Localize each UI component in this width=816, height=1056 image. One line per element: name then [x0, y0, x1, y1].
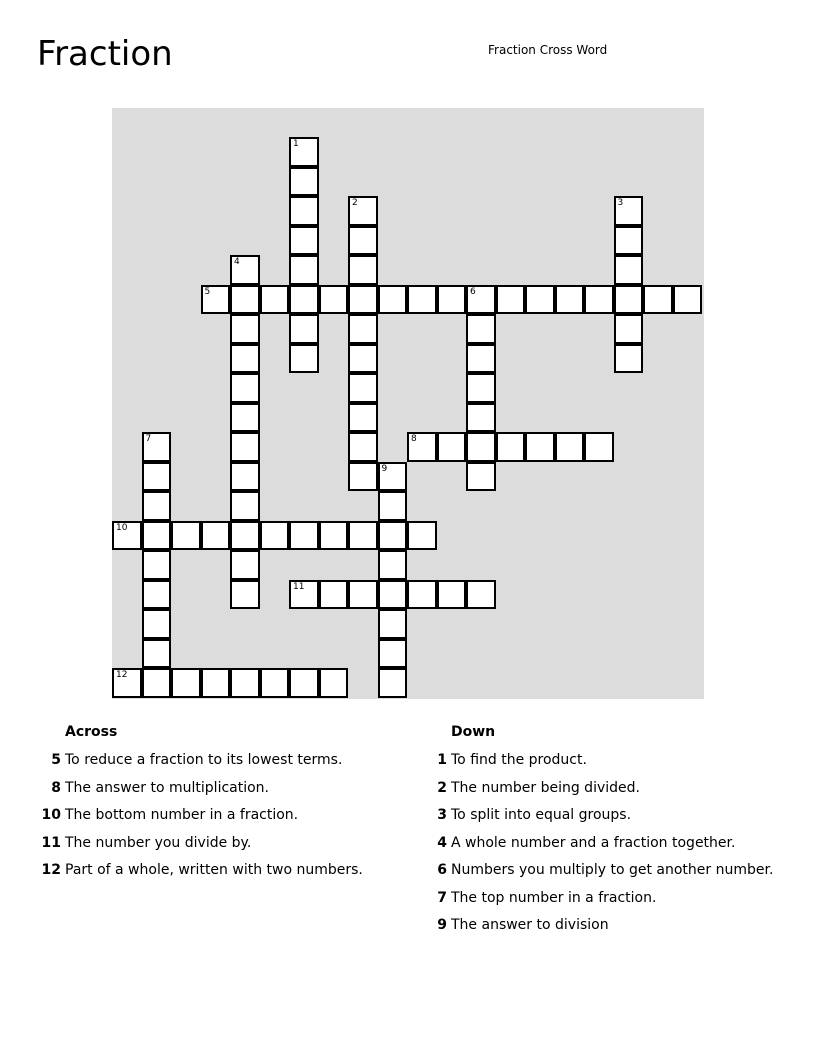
down-clues	[423, 724, 774, 945]
crossword-cell[interactable]	[230, 491, 260, 521]
clue-item-number: 6	[437, 862, 447, 878]
clue-item-text: A whole number and a fraction together.	[451, 834, 736, 851]
crossword-cell[interactable]	[348, 432, 378, 462]
across-clue-list	[37, 752, 363, 890]
clue-item-text: The bottom number in a fraction.	[65, 807, 299, 823]
crossword-cell[interactable]	[142, 432, 172, 462]
crossword-cell[interactable]	[230, 403, 260, 433]
crossword-cell[interactable]	[466, 403, 496, 433]
crossword-cell[interactable]	[260, 521, 290, 551]
crossword-cell[interactable]	[348, 285, 378, 315]
clue-item-text: To split into equal groups.	[451, 807, 632, 823]
crossword-cell[interactable]	[289, 255, 319, 285]
crossword-cell[interactable]	[230, 668, 260, 698]
clue-item-number: 7	[437, 889, 447, 906]
clue-number: 1	[293, 139, 299, 149]
clue-item-text: To reduce a fraction to its lowest terms.	[65, 752, 343, 768]
crossword-cell[interactable]	[496, 432, 526, 462]
clue-item	[423, 889, 657, 918]
crossword-cell[interactable]	[142, 609, 172, 639]
crossword-cell[interactable]	[348, 196, 378, 226]
crossword-cell[interactable]	[319, 521, 349, 551]
crossword-cell[interactable]	[230, 285, 260, 315]
crossword-cell[interactable]	[466, 285, 496, 315]
clue-item-number: 11	[41, 834, 61, 851]
clue-item	[423, 834, 736, 863]
crossword-cell[interactable]	[289, 580, 319, 610]
clue-number: 9	[381, 463, 388, 474]
crossword-cell[interactable]	[348, 580, 378, 610]
clue-item-number: 2	[437, 779, 447, 796]
clue-item-number: 5	[51, 752, 61, 768]
crossword-cell[interactable]	[378, 580, 408, 610]
crossword-cell[interactable]	[407, 285, 437, 315]
clue-item-text: The number being divided.	[451, 779, 640, 796]
crossword-cell[interactable]	[289, 668, 319, 698]
clue-item	[37, 834, 252, 863]
clue-number: 12	[116, 670, 128, 680]
crossword-cell[interactable]	[584, 285, 614, 315]
crossword-cell[interactable]	[525, 285, 555, 315]
crossword-cell[interactable]	[260, 285, 290, 315]
crossword-cell[interactable]	[230, 550, 260, 580]
clue-item-number: 12	[41, 862, 61, 878]
crossword-cell[interactable]	[378, 491, 408, 521]
clue-item-number: 3	[437, 807, 447, 823]
clue-item	[423, 752, 587, 780]
crossword-cell[interactable]	[466, 462, 496, 492]
down-clue-list	[423, 752, 774, 945]
crossword-cell[interactable]	[643, 285, 673, 315]
crossword-cell[interactable]	[407, 580, 437, 610]
crossword-cell[interactable]	[614, 255, 644, 285]
crossword-cell[interactable]	[142, 550, 172, 580]
crossword-cell[interactable]	[614, 314, 644, 344]
crossword-cell[interactable]	[378, 550, 408, 580]
crossword-cell[interactable]	[348, 462, 378, 492]
across-clues	[37, 724, 363, 890]
crossword-cell[interactable]	[673, 285, 703, 315]
crossword-cell[interactable]	[466, 580, 496, 610]
crossword-cell[interactable]	[319, 285, 349, 315]
crossword-cell[interactable]	[378, 521, 408, 551]
clue-item-number: 10	[41, 807, 61, 823]
clue-item-text: The answer to multiplication.	[65, 779, 269, 796]
crossword-cell[interactable]	[289, 285, 319, 315]
crossword-cell[interactable]	[230, 521, 260, 551]
clue-item	[423, 779, 640, 808]
page-title: Fraction	[37, 34, 173, 74]
clue-item	[37, 807, 299, 835]
crossword-cell[interactable]	[614, 285, 644, 315]
crossword-cell[interactable]	[378, 639, 408, 669]
crossword-cell[interactable]	[437, 285, 467, 315]
clue-number: 5	[204, 286, 211, 297]
crossword-cell[interactable]	[112, 668, 142, 698]
clue-item-text: Numbers you multiply to get another number.	[451, 862, 774, 878]
crossword-cell[interactable]	[142, 639, 172, 669]
crossword-cell[interactable]	[466, 432, 496, 462]
clue-item	[37, 862, 363, 890]
clue-item-text: The top number in a fraction.	[451, 889, 657, 906]
crossword-cell[interactable]	[289, 167, 319, 197]
crossword-cell[interactable]	[348, 344, 378, 374]
crossword-cell[interactable]	[230, 314, 260, 344]
crossword-cell[interactable]	[142, 521, 172, 551]
crossword-cell[interactable]	[466, 314, 496, 344]
crossword-cell[interactable]	[614, 226, 644, 256]
clue-number: 4	[234, 257, 240, 267]
crossword-cell[interactable]	[230, 462, 260, 492]
crossword-cell[interactable]	[230, 580, 260, 610]
crossword-cell[interactable]	[348, 373, 378, 403]
crossword-cell[interactable]	[496, 285, 526, 315]
clue-item-number: 1	[437, 752, 447, 768]
crossword-cell[interactable]	[289, 137, 319, 167]
crossword-cell[interactable]	[289, 344, 319, 374]
crossword-cell[interactable]	[142, 580, 172, 610]
clue-number: 7	[145, 434, 152, 444]
clue-number: 10	[116, 522, 128, 533]
crossword-cell[interactable]	[437, 580, 467, 610]
crossword-cell[interactable]	[230, 432, 260, 462]
crossword-cell[interactable]	[201, 285, 231, 315]
clue-number: 2	[352, 198, 358, 208]
crossword-cell[interactable]	[348, 226, 378, 256]
crossword-cell[interactable]	[348, 521, 378, 551]
crossword-cell[interactable]	[348, 314, 378, 344]
crossword-cell[interactable]	[407, 521, 437, 551]
crossword-cell[interactable]	[584, 432, 614, 462]
crossword-cell[interactable]	[171, 668, 201, 698]
crossword-cell[interactable]	[378, 285, 408, 315]
crossword-cell[interactable]	[525, 432, 555, 462]
crossword-cell[interactable]	[378, 609, 408, 639]
crossword-cell[interactable]	[230, 344, 260, 374]
clue-item	[423, 807, 632, 835]
clue-item-number: 8	[51, 779, 61, 796]
crossword-cell[interactable]	[201, 668, 231, 698]
clue-item-text: Part of a whole, written with two numbers.	[65, 862, 363, 878]
crossword-cell[interactable]	[142, 462, 172, 492]
clue-item	[423, 862, 774, 890]
crossword-cell[interactable]	[289, 314, 319, 344]
crossword-cell[interactable]	[466, 373, 496, 403]
crossword-grid	[112, 108, 704, 699]
clue-item	[37, 752, 343, 780]
crossword-cell[interactable]	[378, 668, 408, 698]
crossword-cell[interactable]	[289, 521, 319, 551]
down-heading: Down	[451, 724, 496, 740]
crossword-cell[interactable]	[614, 344, 644, 374]
clue-number: 6	[470, 286, 476, 297]
crossword-cell[interactable]	[289, 226, 319, 256]
crossword-cell[interactable]	[437, 432, 467, 462]
crossword-cell[interactable]	[614, 196, 644, 226]
crossword-cell[interactable]	[142, 668, 172, 698]
clue-item	[423, 917, 609, 945]
crossword-cell[interactable]	[319, 580, 349, 610]
crossword-cell[interactable]	[201, 521, 231, 551]
crossword-cell[interactable]	[289, 196, 319, 226]
crossword-cell[interactable]	[466, 344, 496, 374]
crossword-cell[interactable]	[555, 285, 585, 315]
crossword-cell[interactable]	[171, 521, 201, 551]
crossword-cell[interactable]	[260, 668, 290, 698]
crossword-cell[interactable]	[378, 462, 408, 492]
crossword-cell[interactable]	[348, 255, 378, 285]
crossword-cell[interactable]	[142, 491, 172, 521]
across-heading: Across	[65, 724, 118, 740]
crossword-cell[interactable]	[230, 255, 260, 285]
clue-item-number: 9	[437, 917, 447, 933]
clue-item	[37, 779, 269, 808]
page-subtitle: Fraction Cross Word	[488, 43, 608, 57]
crossword-cell[interactable]	[348, 403, 378, 433]
crossword-cell[interactable]	[112, 521, 142, 551]
crossword-cell[interactable]	[555, 432, 585, 462]
clue-number: 11	[293, 581, 305, 592]
clue-item-text: The number you divide by.	[65, 834, 252, 851]
clue-number: 8	[411, 434, 417, 444]
crossword-cell[interactable]	[230, 373, 260, 403]
crossword-cell[interactable]	[319, 668, 349, 698]
clue-item-text: To find the product.	[451, 752, 587, 768]
clue-number: 3	[617, 198, 624, 208]
clue-item-text: The answer to division	[451, 917, 609, 933]
clue-item-number: 4	[437, 834, 447, 851]
crossword-cell[interactable]	[407, 432, 437, 462]
